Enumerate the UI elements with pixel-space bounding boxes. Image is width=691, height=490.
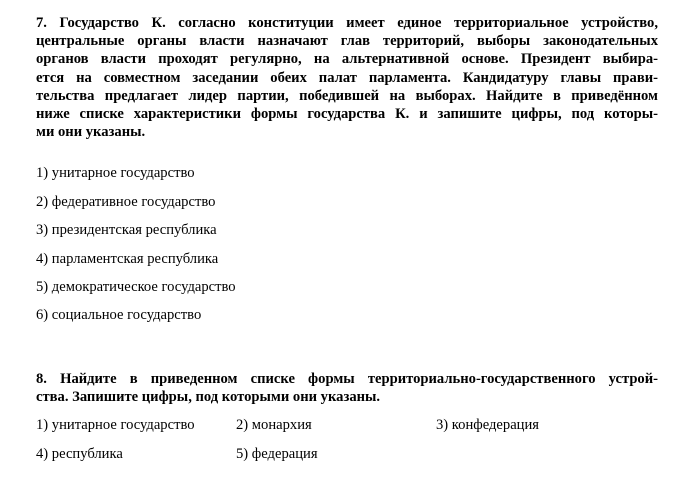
question-7-option-3: 3) президентская республика [36, 222, 217, 238]
question-7-line: 7. Государство К. согласно конституции имеет единое территориальное устройство, [36, 15, 658, 31]
question-7-line: тельства предлагает лидер партии, победившей на выборах. Найдите в приведённом [36, 87, 658, 104]
question-8-option-5: 5) федерация [236, 446, 318, 462]
question-7-option-2: 2) федеративное государство [36, 194, 216, 210]
question-7-option-4: 4) парламентская республика [36, 251, 219, 267]
question-8-option-4: 4) республика [36, 446, 123, 462]
question-8-line: 8. Найдите в приведенном списке формы территориально-государственного устрой- [36, 371, 658, 387]
question-8-option-3: 3) конфедерация [436, 417, 540, 433]
question-7-text [36, 14, 658, 141]
question-7-option-1: 1) унитарное государство [36, 165, 195, 181]
question-8-text [36, 370, 658, 406]
question-8-option-2: 2) монархия [236, 417, 312, 433]
question-7-option-6: 6) социальное государство [36, 307, 202, 323]
question-8-line: ства. Запишите цифры, под которыми они указаны. [36, 389, 381, 406]
question-8-option-1: 1) унитарное государство [36, 417, 195, 433]
question-7-line: органов власти проходят регулярно, на альтернативной основе. Президент выбира- [36, 51, 658, 68]
question-7-line: ется на совместном заседании обеих палат парламента. Кандидатуру главы прави- [36, 69, 658, 86]
question-7-option-5: 5) демократическое государство [36, 279, 236, 295]
question-7-line: центральные органы власти назначают глав территорий, выборы законодательных [36, 33, 658, 50]
question-7-line: ниже списке характеристики формы государства К. и запишите цифры, под которы- [36, 106, 658, 123]
question-7-line: ми они указаны. [36, 124, 146, 141]
